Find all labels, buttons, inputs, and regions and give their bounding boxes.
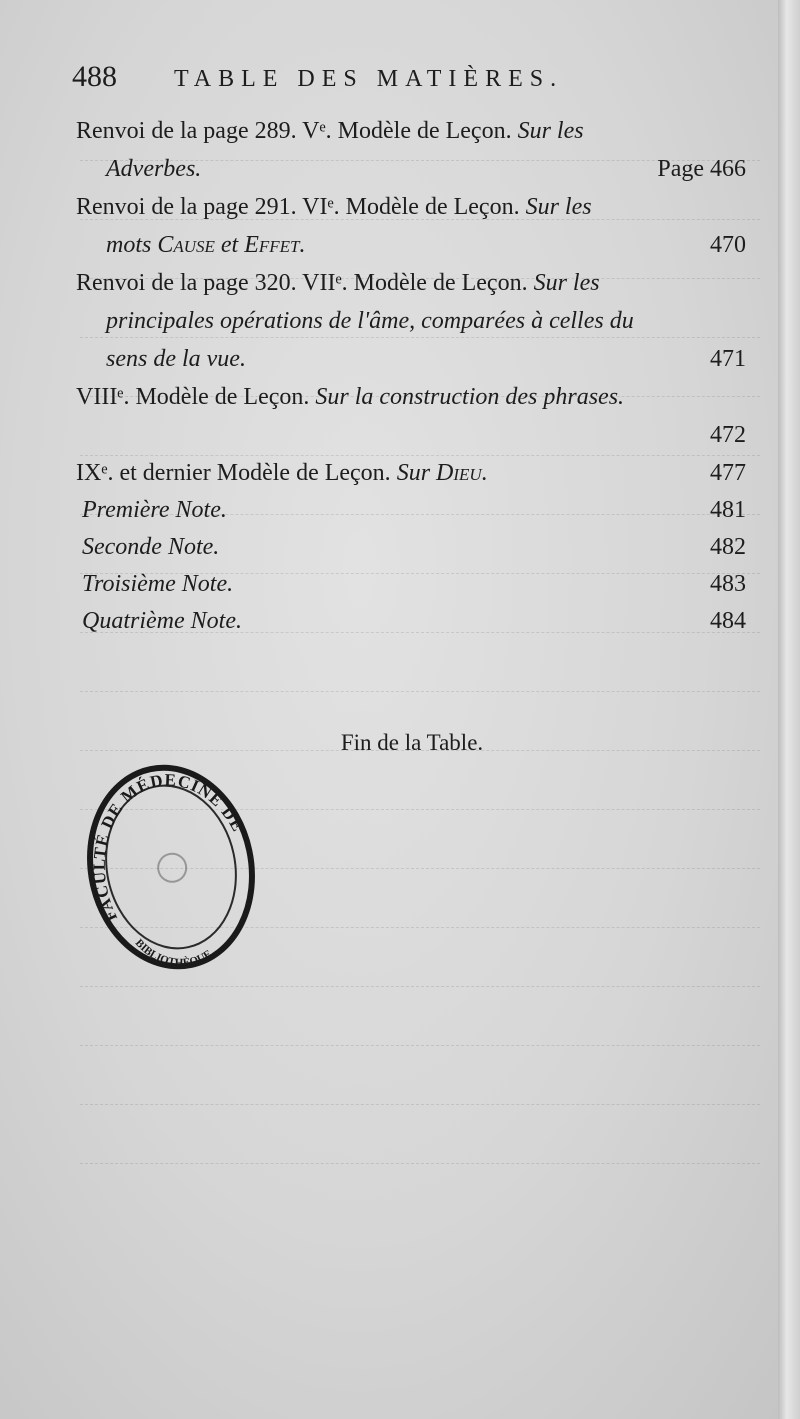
entry-text: Renvoi de la page 320. VIIᵉ. Modèle de Leçon.: [76, 270, 534, 296]
entry-italic: Adverbes.: [106, 156, 202, 182]
running-title: TABLE DES MATIÈRES.: [174, 66, 564, 92]
toc-entry-line: [76, 188, 746, 226]
svg-text:BIBLIOTHÈQUE: [131, 923, 215, 978]
note-label: Quatrième Note.: [82, 608, 242, 634]
entry-smallcaps: Cause: [157, 232, 215, 258]
entry-italic: Sur les: [517, 118, 584, 144]
note-page: 484: [710, 608, 746, 634]
toc-entry-line: [76, 150, 746, 188]
note-page: 483: [710, 571, 746, 597]
entry-italic: principales opérations de l'âme, comparées à celles du: [106, 308, 634, 334]
entry-page: 472: [710, 422, 746, 448]
library-stamp-seal: [80, 756, 262, 978]
note-line: [76, 529, 746, 566]
entry-page: Page 466: [657, 156, 746, 182]
entry-text: VIIIᵉ. Modèle de Leçon.: [76, 384, 316, 410]
notes-list: [76, 492, 746, 640]
entry-italic: mots: [106, 232, 158, 258]
toc-entry-line: [76, 340, 746, 378]
note-page: 482: [710, 534, 746, 560]
entry-page: 471: [710, 346, 746, 372]
stamp-top-text: FACULTÉ DE MÉDECINE DE: [89, 770, 248, 925]
toc-entry-line: [76, 302, 746, 340]
toc-entry-line: [76, 454, 746, 492]
entry-italic: .: [481, 460, 488, 486]
entry-page: 477: [710, 460, 746, 486]
table-of-contents: [76, 112, 746, 640]
stamp-bottom-text: BIBLIOTHÈQUE: [132, 937, 214, 970]
entry-italic: Sur les: [525, 194, 592, 220]
entry-smallcaps: Dieu: [436, 460, 482, 486]
toc-entry-line: [76, 416, 746, 454]
end-of-table: [0, 730, 800, 756]
end-of-table-text: Fin de la Table.: [340, 730, 484, 755]
entry-italic: sens de la vue.: [106, 346, 246, 372]
entry-smallcaps: Effet: [244, 232, 300, 258]
note-label: Troisième Note.: [82, 571, 234, 597]
entry-italic: .: [299, 232, 306, 258]
page-number: 488: [72, 60, 117, 93]
note-label: Première Note.: [82, 497, 227, 523]
library-stamp: [80, 756, 262, 978]
page-edge: [778, 0, 800, 1419]
toc-entry-line: [76, 378, 746, 416]
entry-italic: et: [214, 232, 245, 258]
entry-italic: Sur les: [533, 270, 600, 296]
entry-italic: Sur la construction des phrases.: [315, 384, 625, 410]
toc-entry-line: [76, 226, 746, 264]
entry-page: 470: [710, 232, 746, 258]
toc-entry-line: [76, 264, 746, 302]
note-line: [76, 492, 746, 529]
toc-entry-line: [76, 112, 746, 150]
entry-text: Renvoi de la page 289. Vᵉ. Modèle de Leçon.: [76, 118, 518, 144]
note-line: [76, 603, 746, 640]
note-line: [76, 566, 746, 603]
svg-text:FACULTÉ DE MÉDECINE DE PARIS: [80, 756, 262, 929]
note-label: Seconde Note.: [82, 534, 220, 560]
entry-text: Renvoi de la page 291. VIᵉ. Modèle de Leçon.: [76, 194, 526, 220]
entry-text: IXᵉ. et dernier Modèle de Leçon.: [76, 460, 397, 486]
entry-italic: Sur: [396, 460, 437, 486]
note-page: 481: [710, 497, 746, 523]
page-header: [72, 60, 752, 100]
